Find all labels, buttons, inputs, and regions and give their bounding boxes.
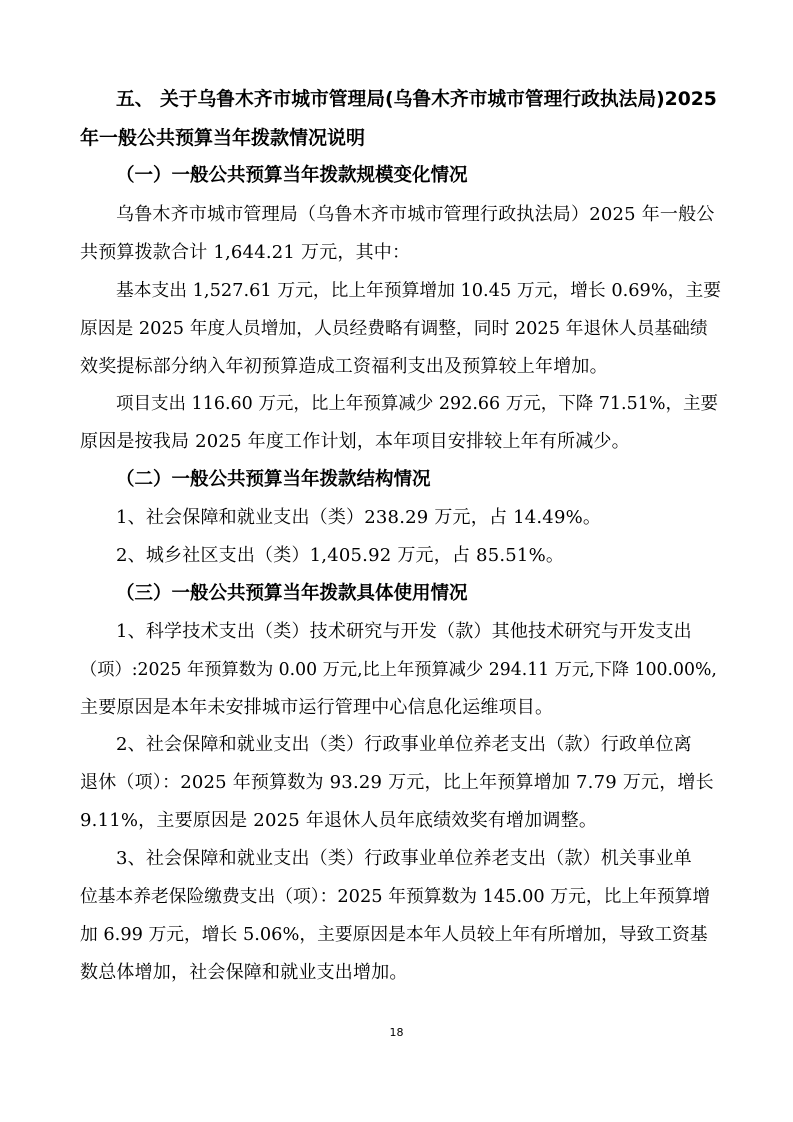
- section-title-line2: 年一般公共预算当年拨款情况说明: [80, 127, 366, 149]
- part1-paragraph1-line1: 乌鲁木齐市城市管理局（乌鲁木齐市城市管理行政执法局）2025 年一般公: [116, 204, 715, 225]
- part1-paragraph2-line2: 原因是 2025 年度人员增加，人员经费略有调整，同时 2025 年退休人员基础绩: [80, 319, 708, 339]
- part1-heading: （一）一般公共预算当年拨款规模变化情况: [116, 165, 468, 186]
- part3-item1-line3: 主要原因是本年未安排城市运行管理中心信息化运维项目。: [80, 697, 554, 718]
- part3-item2-line2: 退休（项）：2025 年预算数为 93.29 万元，比上年预算增加 7.79 万元，增长: [80, 772, 714, 793]
- part3-item3-line1: 3、社会保障和就业支出（类）行政事业单位养老支出（款）机关事业单: [116, 848, 692, 869]
- part1-paragraph3-line1: 项目支出 116.60 万元，比上年预算减少 292.66 万元，下降 71.51%，主要: [116, 394, 719, 414]
- part1-paragraph3-line2: 原因是按我局 2025 年度工作计划，本年项目安排较上年有所减少。: [80, 431, 630, 452]
- page-number: 18: [389, 1026, 404, 1039]
- part3-item2-line3: 9.11%，主要原因是 2025 年退休人员年底绩效奖有增加调整。: [80, 810, 598, 831]
- part3-item1-line2: （项）:2025 年预算数为 0.00 万元,比上年预算减少 294.11 万元,下降 100.00%,: [80, 660, 717, 680]
- part2-heading: （二）一般公共预算当年拨款结构情况: [116, 469, 431, 490]
- part3-item3-line4: 数总体增加，社会保障和就业支出增加。: [80, 962, 408, 983]
- part2-item2: 2、城乡社区支出（类）1,405.92 万元，占 85.51%。: [116, 545, 565, 566]
- part2-item1: 1、社会保障和就业支出（类）238.29 万元，占 14.49%。: [116, 507, 602, 528]
- part3-heading: （三）一般公共预算当年拨款具体使用情况: [116, 583, 468, 604]
- part1-paragraph2-line1: 基本支出 1,527.61 万元，比上年预算增加 10.45 万元，增长 0.69%，主要: [116, 281, 721, 301]
- part3-item3-line3: 加 6.99 万元，增长 5.06%，主要原因是本年人员较上年有所增加，导致工资基: [80, 925, 708, 945]
- part1-paragraph2-line3: 效奖提标部分纳入年初预算造成工资福利支出及预算较上年增加。: [80, 356, 608, 377]
- part1-paragraph1-line2: 共预算拨款合计 1,644.21 万元，其中：: [80, 242, 411, 263]
- part3-item1-line1: 1、科学技术支出（类）技术研究与开发（款）其他技术研究与开发支出: [116, 621, 692, 642]
- part3-item3-line2: 位基本养老保险缴费支出（项）：2025 年预算数为 145.00 万元，比上年预算增: [80, 887, 711, 907]
- part3-item2-line1: 2、社会保障和就业支出（类）行政事业单位养老支出（款）行政单位离: [116, 734, 692, 755]
- section-title-line1: 五、 关于乌鲁木齐市城市管理局(乌鲁木齐市城市管理行政执法局)2025: [116, 89, 717, 110]
